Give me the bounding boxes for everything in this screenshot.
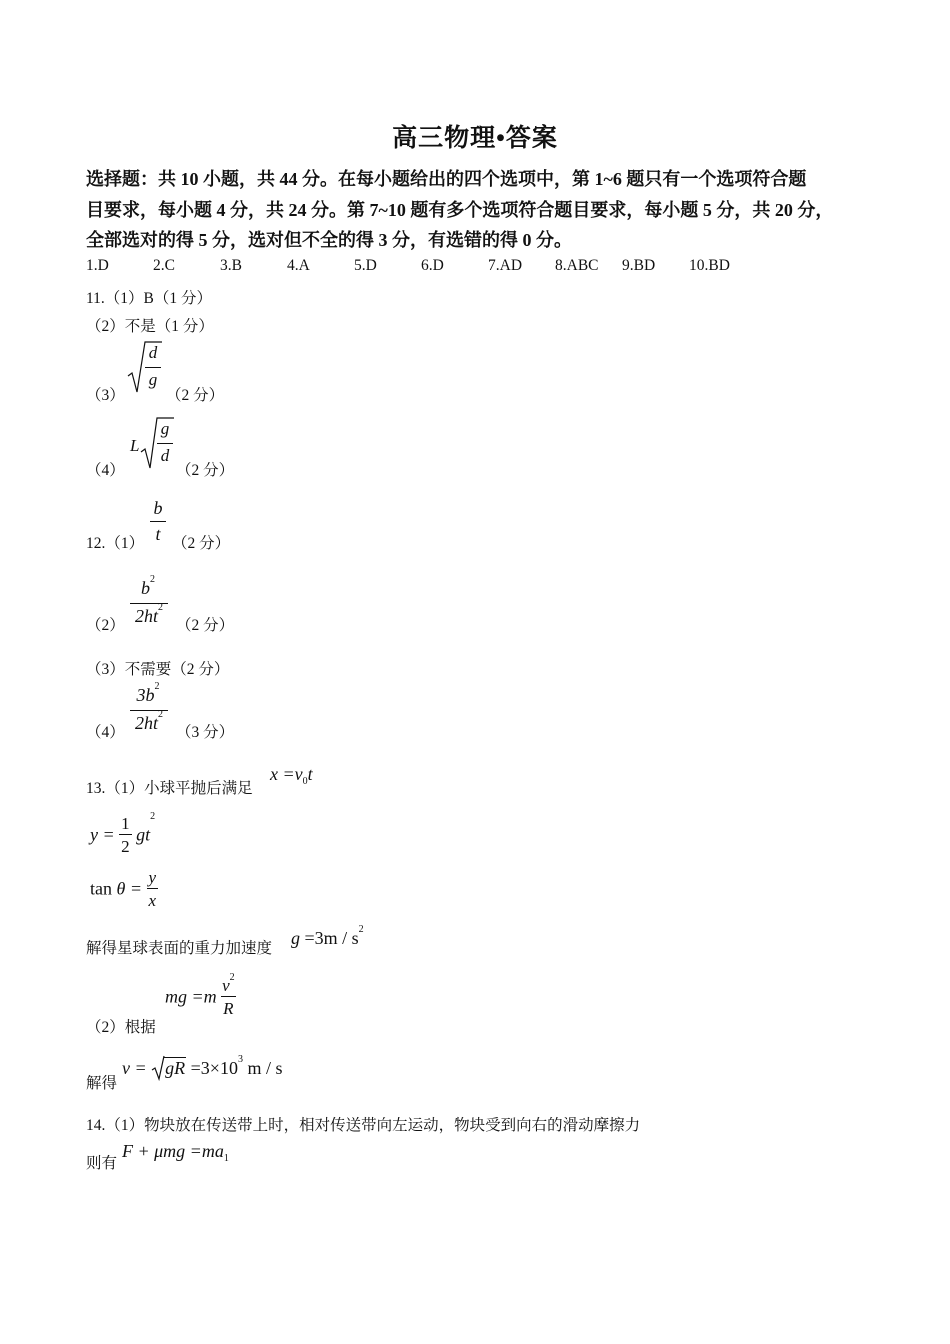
choice-answer: 5.D xyxy=(354,257,377,274)
exp-2: 2 xyxy=(229,972,235,983)
var-t: t xyxy=(307,764,313,784)
q12-part2-score: （2 分） xyxy=(176,617,235,634)
frac-line xyxy=(157,443,173,444)
var-x: x xyxy=(270,764,278,784)
choice-answer: 1.D xyxy=(86,257,109,274)
choice-answer: 2.C xyxy=(153,257,175,274)
frac-num xyxy=(128,681,168,706)
q11-part1: 11.（1）B（1 分） xyxy=(86,290,213,307)
q12-part1-formula xyxy=(146,496,170,548)
q11-part3-score: （2 分） xyxy=(166,387,225,404)
frac-num: d xyxy=(148,343,158,362)
rhs-gt: gt xyxy=(136,824,151,845)
q12-part4-score: （3 分） xyxy=(176,724,235,741)
num-3b: 3b xyxy=(136,685,155,705)
page-title: 高三物理•答案 xyxy=(392,125,558,152)
frac-half xyxy=(119,815,132,855)
intro-line-2: 目要求，每小题 4 分，共 24 分。第 7~10 题有多个选项符合题目要求，每小题 5 分，共 20 分， xyxy=(86,200,834,220)
frac-num: y xyxy=(148,868,157,887)
exp-2: 2 xyxy=(150,811,156,822)
q14-eq xyxy=(122,1141,229,1162)
choice-answer: 9.BD xyxy=(622,257,656,274)
v-unit: m / s xyxy=(247,1058,283,1078)
q13-eq-v xyxy=(122,1054,283,1088)
q13-part1-text: 13.（1）小球平抛后满足 xyxy=(86,780,253,797)
g-value: =3m / s xyxy=(304,928,359,948)
sqrt-gR xyxy=(151,1058,186,1079)
q13-eq-x xyxy=(270,764,313,785)
v-value: =3×10 xyxy=(190,1058,238,1078)
exp-2: 2 xyxy=(358,924,364,935)
lhs-y: y = xyxy=(90,824,115,845)
frac-den: g xyxy=(148,370,158,389)
lhs-mg: mg =m xyxy=(165,986,217,1007)
q12-part3: （3）不需要（2 分） xyxy=(86,661,230,678)
theta: θ = xyxy=(116,878,142,899)
frac-num: 1 xyxy=(121,814,130,833)
sqrt-sign xyxy=(151,1055,165,1081)
q13-solve-text: 解得 xyxy=(86,1075,118,1092)
frac-den: d xyxy=(160,446,170,465)
q12-part4-label: （4） xyxy=(86,724,125,741)
frac-den: x xyxy=(147,888,159,909)
frac-line xyxy=(150,521,166,522)
q11-part4-formula xyxy=(128,416,178,474)
frac-den: 2 xyxy=(119,834,132,855)
eq-v: =v xyxy=(282,764,303,784)
choice-answer: 7.AD xyxy=(488,257,523,274)
num-v: v xyxy=(222,976,230,995)
frac-v2-r xyxy=(221,972,235,1018)
exp-2: 2 xyxy=(158,709,163,720)
frac-line xyxy=(145,367,161,368)
q13-eq-y xyxy=(90,811,156,856)
q13-eq-tan xyxy=(90,869,158,909)
frac-num xyxy=(222,972,235,996)
frac-den xyxy=(128,602,170,627)
q11-part2: （2）不是（1 分） xyxy=(86,318,214,335)
choice-answer: 3.B xyxy=(220,257,242,274)
choice-answer: 6.D xyxy=(421,257,444,274)
frac-num: b xyxy=(153,498,163,518)
frac-num: g xyxy=(160,419,170,438)
q12-part1-score: （2 分） xyxy=(172,535,231,552)
exp-3: 3 xyxy=(237,1054,243,1065)
var-L: L xyxy=(130,436,140,455)
sub-1: 1 xyxy=(223,1153,229,1164)
frac-den: R xyxy=(221,996,235,1017)
exp-2: 2 xyxy=(158,602,163,613)
var-g: g xyxy=(291,928,300,948)
den-2ht: 2ht xyxy=(134,606,158,626)
eq-lhs: F + μmg =ma xyxy=(122,1141,224,1161)
radicand: gR xyxy=(165,1058,186,1078)
q11-part3-label: （3） xyxy=(86,387,125,404)
exp-2: 2 xyxy=(150,574,155,585)
frac-y-x xyxy=(147,869,159,909)
q13-part2-text: （2）根据 xyxy=(86,1019,156,1036)
q11-part4-score: （2 分） xyxy=(176,462,235,479)
tan-label: tan xyxy=(90,878,112,899)
lhs-v: v = xyxy=(122,1058,147,1078)
frac-den: t xyxy=(155,524,161,544)
q11-part3-formula xyxy=(126,340,164,398)
q11-part4-label: （4） xyxy=(86,462,125,479)
sub-0: 0 xyxy=(302,776,308,787)
q12-part1-label: 12.（1） xyxy=(86,535,145,552)
choice-answer: 8.ABC xyxy=(555,257,599,274)
q13-result-text: 解得星球表面的重力加速度 xyxy=(86,940,273,957)
intro-line-1: 选择题：共 10 小题，共 44 分。在每小题给出的四个选项中，第 1~6 题只有一个选项符合题 xyxy=(86,169,807,189)
frac-num xyxy=(128,574,168,599)
q13-eq-mg xyxy=(165,972,236,1018)
den-2ht: 2ht xyxy=(134,713,158,733)
q12-part2-label: （2） xyxy=(86,617,125,634)
q12-part2-formula xyxy=(128,576,172,632)
q13-result-g xyxy=(291,924,364,949)
q12-part4-formula xyxy=(128,683,172,739)
num-b: b xyxy=(141,578,150,598)
exp-2: 2 xyxy=(154,681,160,692)
choice-answer: 10.BD xyxy=(689,257,730,274)
q14-part1: 14.（1）物块放在传送带上时，相对传送带向左运动，物块受到向右的滑动摩擦力 xyxy=(86,1117,641,1134)
frac-den xyxy=(128,709,170,734)
intro-line-3: 全部选对的得 5 分，选对但不全的得 3 分，有选错的得 0 分。 xyxy=(86,230,572,250)
q14-part2-text: 则有 xyxy=(86,1155,118,1172)
choice-answer: 4.A xyxy=(287,257,310,274)
